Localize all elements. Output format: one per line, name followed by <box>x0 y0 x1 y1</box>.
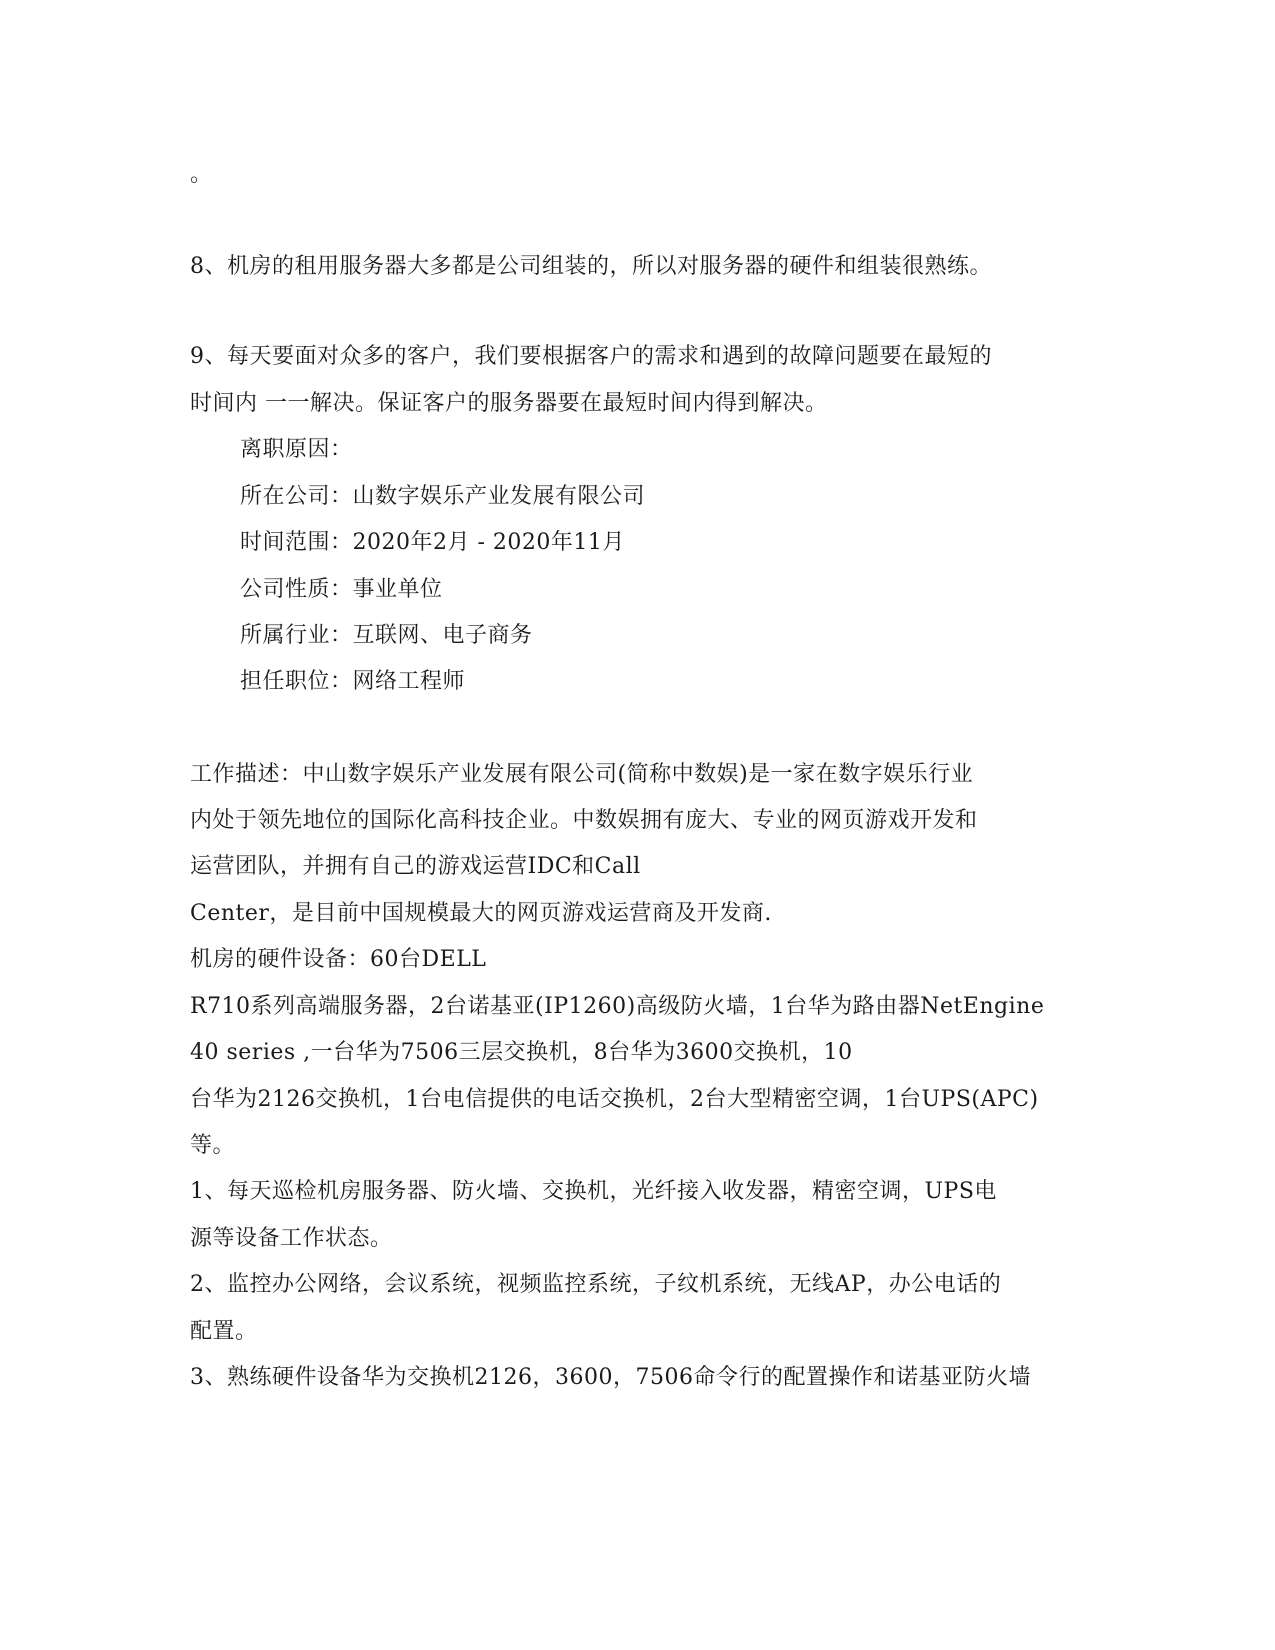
text-line: 1、每天巡检机房服务器、防火墙、交换机，光纤接入收发器，精密空调，UPS电 <box>190 1179 997 1204</box>
text-line: R710系列高端服务器，2台诺基亚(IP1260)高级防火墙，1台华为路由器NetEngine <box>190 994 1045 1019</box>
text-line: 工作描述：中山数字娱乐产业发展有限公司(简称中数娱)是一家在数字娱乐行业 <box>190 762 974 787</box>
text-line: 3、熟练硬件设备华为交换机2126，3600，7506命令行的配置操作和诺基亚防火墙 <box>190 1365 1031 1390</box>
text-line: 源等设备工作状态。 <box>190 1226 393 1251</box>
text-line: 担任职位：网络工程师 <box>240 669 466 694</box>
text-line: 台华为2126交换机，1台电信提供的电话交换机，2台大型精密空调，1台UPS(APC) <box>190 1087 1039 1112</box>
text-line: 。 <box>190 162 213 187</box>
text-line: 离职原因： <box>240 437 353 462</box>
text-line: 所属行业：互联网、电子商务 <box>240 623 533 648</box>
text-line: 时间范围：2020年2月 - 2020年11月 <box>240 530 625 555</box>
text-line: 公司性质：事业单位 <box>240 577 443 602</box>
text-line: 运营团队，并拥有自己的游戏运营IDC和Call <box>190 854 641 879</box>
text-line: 等。 <box>190 1133 236 1158</box>
text-line: Center，是目前中国规模最大的网页游戏运营商及开发商. <box>190 901 772 926</box>
text-line: 40 series ,一台华为7506三层交换机，8台华为3600交换机，10 <box>190 1040 853 1065</box>
text-line: 2、监控办公网络，会议系统，视频监控系统，子纹机系统，无线AP，办公电话的 <box>190 1272 1002 1297</box>
text-line: 配置。 <box>190 1319 258 1344</box>
text-line: 时间内 一一解决。保证客户的服务器要在最短时间内得到解决。 <box>190 391 828 416</box>
text-line: 9、每天要面对众多的客户，我们要根据客户的需求和遇到的故障问题要在最短的 <box>190 344 992 369</box>
text-line: 内处于领先地位的国际化高科技企业。中数娱拥有庞大、专业的网页游戏开发和 <box>190 808 978 833</box>
text-line: 机房的硬件设备：60台DELL <box>190 947 487 972</box>
text-line: 8、机房的租用服务器大多都是公司组装的，所以对服务器的硬件和组装很熟练。 <box>190 254 992 279</box>
text-line: 所在公司：山数字娱乐产业发展有限公司 <box>240 484 646 509</box>
